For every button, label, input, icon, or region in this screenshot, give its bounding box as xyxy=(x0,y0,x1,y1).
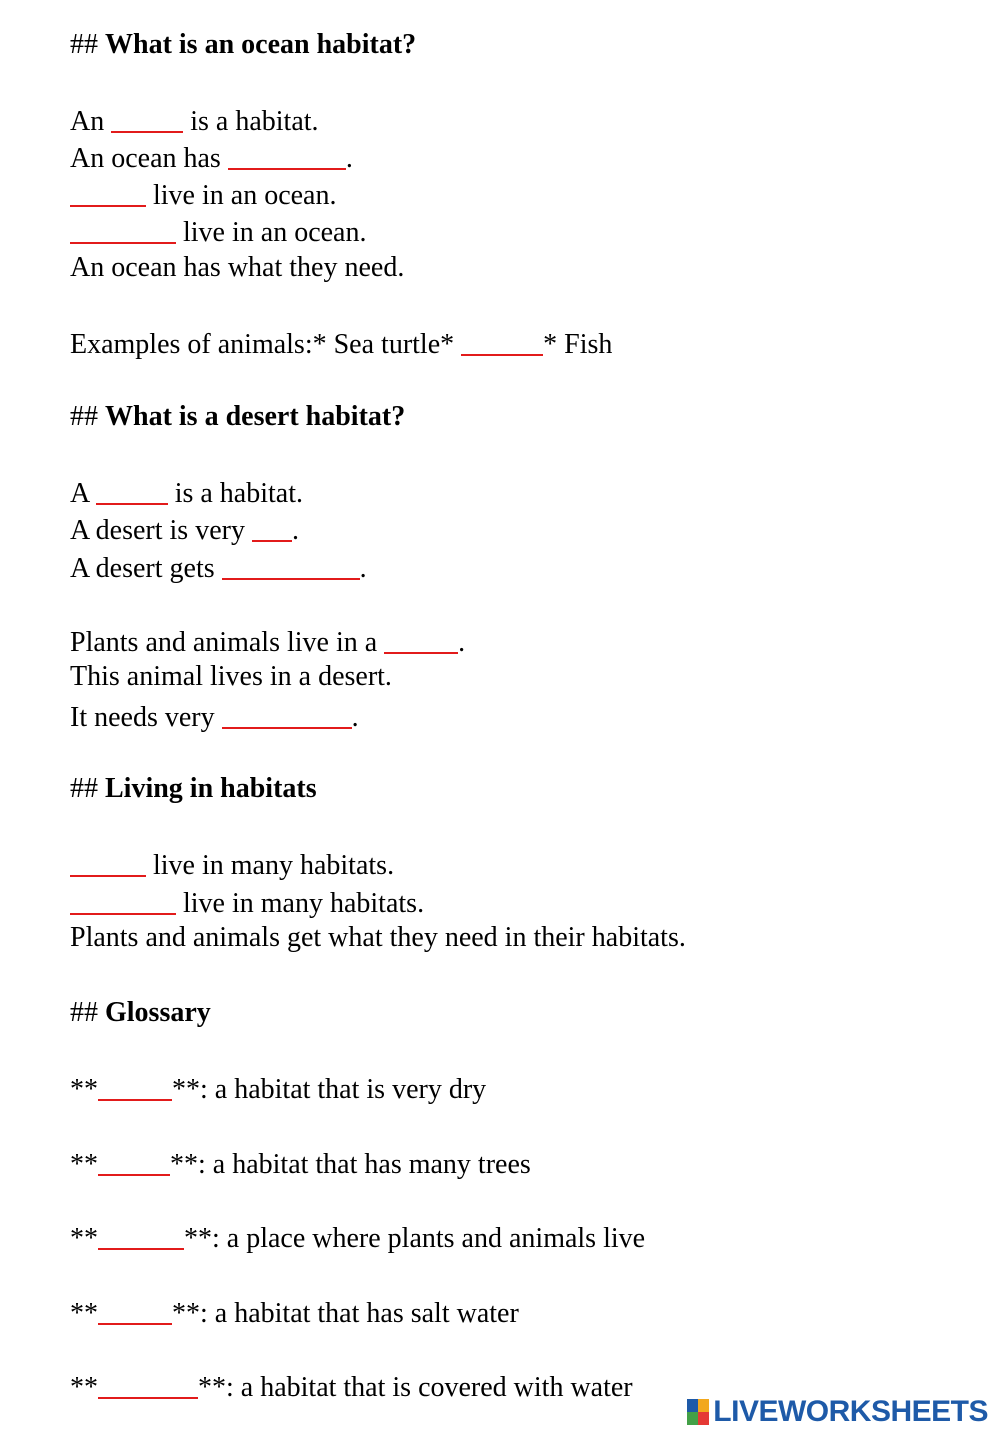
text: is a habitat. xyxy=(167,478,303,509)
text: . xyxy=(458,627,466,658)
liveworksheets-logo xyxy=(687,1395,988,1429)
text: . xyxy=(291,515,299,546)
desert-line-3 xyxy=(70,549,367,586)
text: **: a habitat that has salt water xyxy=(172,1298,519,1329)
logo-mark-icon xyxy=(687,1399,709,1425)
text: . xyxy=(345,143,353,174)
answer-blank[interactable] xyxy=(96,474,168,502)
living-heading xyxy=(70,772,317,806)
text: It needs very xyxy=(70,702,222,733)
ocean-examples xyxy=(70,325,612,362)
answer-blank[interactable] xyxy=(70,884,176,912)
glossary-item xyxy=(70,1219,645,1256)
heading-text: What is an ocean habitat? xyxy=(105,29,417,60)
text: ** xyxy=(70,1074,98,1105)
answer-blank[interactable] xyxy=(461,325,543,353)
ocean-line-2 xyxy=(70,139,353,176)
answer-blank[interactable] xyxy=(111,102,183,130)
answer-blank[interactable] xyxy=(70,176,146,204)
text: * Fish xyxy=(543,329,613,360)
answer-blank[interactable] xyxy=(98,1368,198,1396)
text: **: a place where plants and animals live xyxy=(184,1223,646,1254)
text: An xyxy=(70,106,112,137)
text: ** xyxy=(70,1298,98,1329)
text: live in many habitats. xyxy=(146,850,395,881)
heading-text: What is a desert habitat? xyxy=(105,401,406,432)
text: A desert gets xyxy=(70,553,222,584)
text: A xyxy=(70,478,96,509)
living-line-3: Plants and animals get what they need in their habitats. xyxy=(70,922,686,953)
text: **: a habitat that is very dry xyxy=(172,1074,487,1105)
answer-blank[interactable] xyxy=(70,213,176,241)
text: live in an ocean. xyxy=(146,180,337,211)
glossary-item xyxy=(70,1070,486,1107)
ocean-line-3 xyxy=(70,176,336,213)
desert-line-4 xyxy=(70,623,465,660)
text: A desert is very xyxy=(70,515,252,546)
answer-blank[interactable] xyxy=(252,511,292,539)
text: is a habitat. xyxy=(183,106,319,137)
desert-line-5: This animal lives in a desert. xyxy=(70,661,392,692)
glossary-item xyxy=(70,1145,531,1182)
text: Examples of animals:* Sea turtle* xyxy=(70,329,462,360)
answer-blank[interactable] xyxy=(228,139,346,167)
heading-prefix: ## xyxy=(70,401,105,432)
answer-blank[interactable] xyxy=(70,846,146,874)
text: ** xyxy=(70,1223,98,1254)
heading-prefix: ## xyxy=(70,997,105,1028)
desert-line-6 xyxy=(70,698,359,735)
heading-prefix: ## xyxy=(70,29,105,60)
text: . xyxy=(359,553,367,584)
desert-line-1 xyxy=(70,474,303,511)
answer-blank[interactable] xyxy=(98,1294,172,1322)
living-line-2 xyxy=(70,884,424,921)
glossary-heading xyxy=(70,996,211,1030)
heading-text: Living in habitats xyxy=(105,773,317,804)
answer-blank[interactable] xyxy=(222,549,360,577)
glossary-item xyxy=(70,1368,633,1405)
ocean-line-5: An ocean has what they need. xyxy=(70,252,405,283)
heading-prefix: ## xyxy=(70,773,105,804)
answer-blank[interactable] xyxy=(222,698,352,726)
answer-blank[interactable] xyxy=(384,623,458,651)
text: Plants and animals live in a xyxy=(70,627,385,658)
answer-blank[interactable] xyxy=(98,1219,184,1247)
text: live in an ocean. xyxy=(176,217,367,248)
desert-heading xyxy=(70,400,405,434)
glossary-item xyxy=(70,1294,519,1331)
text: . xyxy=(351,702,359,733)
answer-blank[interactable] xyxy=(98,1070,172,1098)
text: ** xyxy=(70,1372,98,1403)
answer-blank[interactable] xyxy=(98,1145,170,1173)
text: An ocean has xyxy=(70,143,228,174)
text: **: a habitat that is covered with water xyxy=(198,1372,633,1403)
text: live in many habitats. xyxy=(176,888,425,919)
ocean-line-4 xyxy=(70,213,366,250)
desert-line-2 xyxy=(70,511,299,548)
text: ** xyxy=(70,1149,98,1180)
text: **: a habitat that has many trees xyxy=(170,1149,531,1180)
living-line-1 xyxy=(70,846,394,883)
ocean-line-1 xyxy=(70,102,319,139)
ocean-heading xyxy=(70,28,416,62)
logo-text: LIVEWORKSHEETS xyxy=(713,1395,988,1428)
heading-text: Glossary xyxy=(105,997,211,1028)
